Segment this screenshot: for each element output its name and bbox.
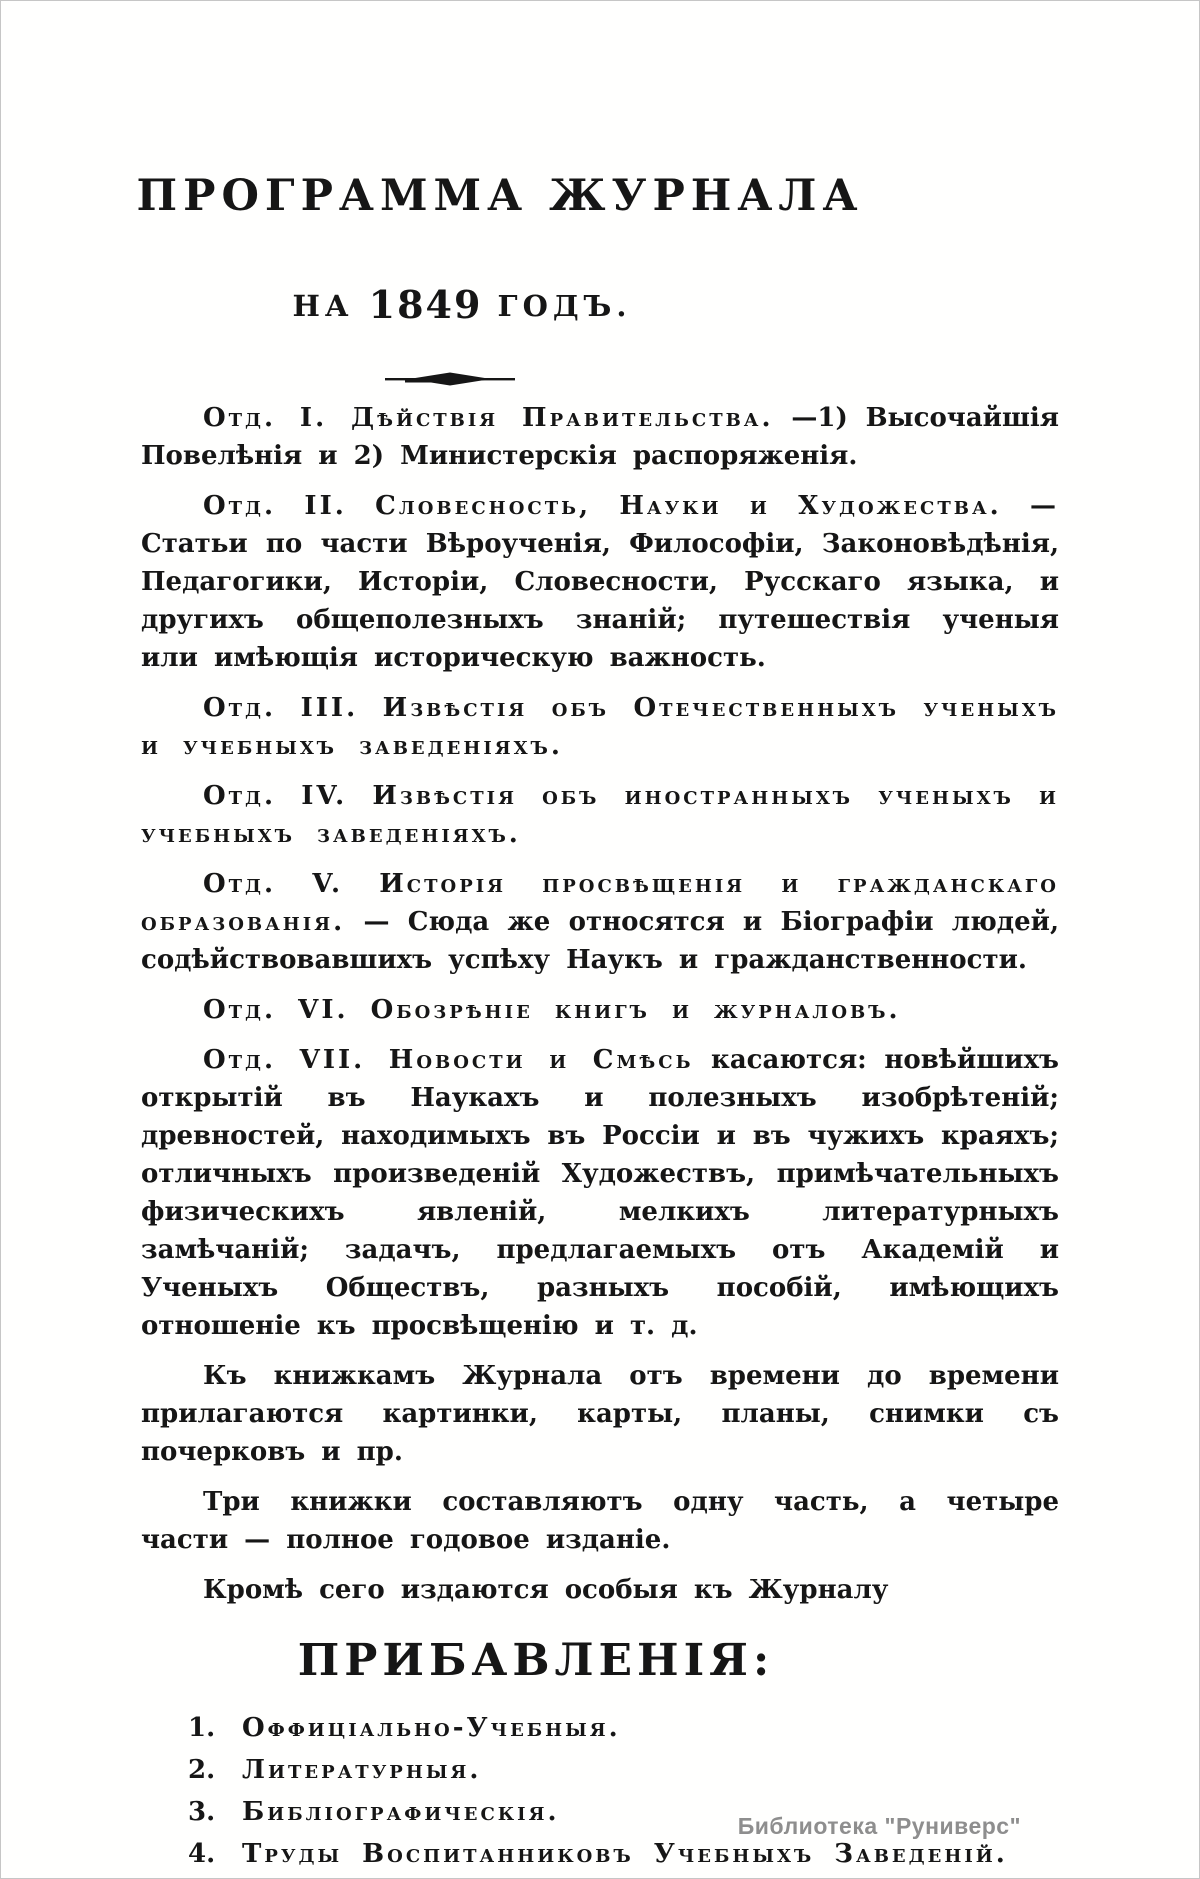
section-otd-2 [141, 487, 1059, 677]
item-label: Труды Воспитанниковъ Учебныхъ Заведеній. [242, 1838, 1008, 1869]
section-body: —1) Высочайшія Повелѣнія и 2) Министерскія распоряженія. [141, 403, 1059, 472]
section-head: Отд. II. Словесность, Науки и Художества. — [203, 491, 1059, 522]
section-otd-6 [141, 991, 1059, 1029]
item-number: 3. [188, 1796, 216, 1827]
list-item [188, 1750, 1059, 1790]
item-number: 4. [188, 1838, 216, 1869]
section-otd-4 [141, 777, 1059, 853]
spindle-rule-icon [385, 371, 515, 387]
section-body: касаются: новѣйшихъ открытій въ Наукахъ и полезныхъ изобрѣтеній; древностей, находимыхъ въ Россіи и въ чужихъ краяхъ; отличныхъ произведеній Художествъ, примѣчательныхъ физическихъ явленій, мелкихъ литературныхъ замѣчаній; задачъ, предлагаемыхъ отъ Академій и Ученыхъ Обществъ, разныхъ пособій, имѣющихъ отношеніе къ просвѣщенію и т. д. [141, 1045, 1060, 1342]
item-number: 1. [188, 1712, 216, 1743]
section-otd-1 [141, 399, 1059, 475]
section-head: Отд. III. Извѣстія объ Отечественныхъ ученыхъ и учебныхъ заведеніяхъ. [141, 693, 1059, 762]
program-sections [141, 399, 1059, 1609]
section-head: Отд. IV. Извѣстія объ иностранныхъ ученыхъ и учебныхъ заведеніяхъ. [141, 781, 1059, 850]
appendix-list [141, 1708, 1059, 1874]
section-body: Три книжки составляютъ одну часть, а четыре части — полное годовое изданіе. [141, 1487, 1059, 1556]
item-number: 2. [188, 1754, 216, 1785]
section-otd-3 [141, 689, 1059, 765]
section-body: Къ книжкамъ Журнала отъ времени до времени прилагаются картинки, карты, планы, снимки съ почерковъ и пр. [141, 1361, 1059, 1468]
section-head: Отд. VII. Новости и Смѣсь [203, 1045, 694, 1076]
text-column [136, 1, 1060, 1876]
note-besides-published [141, 1571, 1059, 1609]
list-item [188, 1708, 1059, 1748]
section-head: Отд. I. Дѣйствія Правительства. [203, 403, 774, 434]
appendix-heading: ПРИБАВЛЕНІЯ: [297, 1635, 775, 1687]
section-head: Отд. V. Исторія просвѣщенія и гражданскаго образованія. [141, 869, 1059, 938]
section-body: Кромѣ сего издаются особыя къ Журналу [203, 1575, 889, 1606]
note-supplements-to-issues [141, 1357, 1059, 1471]
library-watermark: Библиотека "Руниверс" [737, 1813, 1021, 1839]
section-body: Статьи по части Вѣроученія, Философіи, Законовѣдѣнія, Педагогики, Исторіи, Словесности, Русскаго языка, и другихъ общеполезныхъ знаній; путешествія ученыя или имѣющія историческую важность. [141, 529, 1059, 674]
subtitle-suffix: ГОДЪ. [497, 289, 632, 324]
page-title: ПРОГРАММА ЖУРНАЛА [136, 171, 864, 221]
divider-ornament [0, 371, 909, 387]
item-label: Оффиціально-Учебныя. [242, 1712, 621, 1743]
subtitle-year: 1849 [368, 282, 483, 328]
subtitle-prefix: НА [292, 289, 354, 324]
item-label: Литературныя. [242, 1754, 482, 1785]
note-three-books-per-part [141, 1483, 1059, 1559]
item-label: Библіографическія. [242, 1796, 560, 1827]
section-head: Отд. VI. Обозрѣніе книгъ и журналовъ. [203, 995, 901, 1026]
section-otd-7 [141, 1041, 1059, 1345]
page-subtitle [3, 282, 921, 327]
section-body: — Сюда же относятся и Біографіи людей, содѣйствовавшихъ успѣху Наукъ и гражданственности. [141, 907, 1059, 976]
section-otd-5 [141, 865, 1059, 979]
